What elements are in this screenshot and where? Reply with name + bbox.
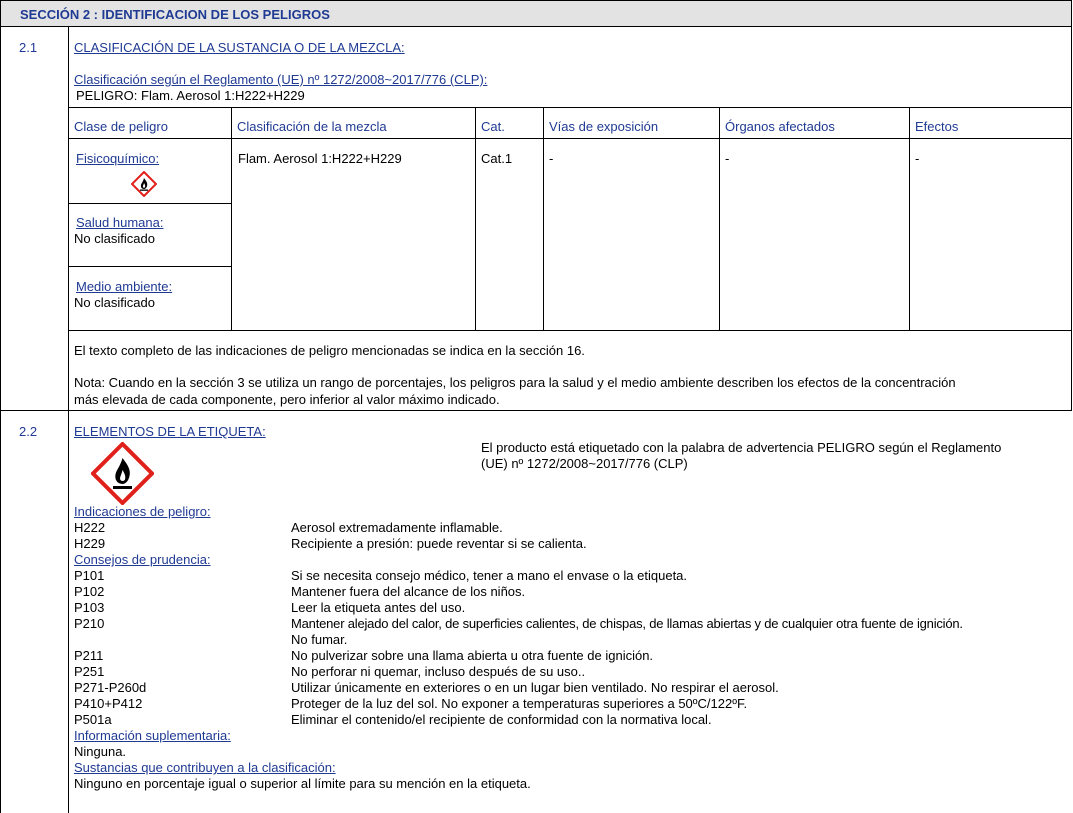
precaution-text: Leer la etiqueta antes del uso. xyxy=(291,600,466,615)
supplementary-info-value: Ninguna. xyxy=(74,744,127,759)
table-row-mixture-value: Flam. Aerosol 1:H222+H229 xyxy=(238,151,402,166)
precaution-text: No perforar ni quemar, incluso después de su uso.. xyxy=(291,664,586,679)
table-row-human-health-value: No clasificado xyxy=(74,231,155,246)
flame-pictogram-small-icon xyxy=(131,171,157,197)
signal-word-text-line2: (UE) nº 1272/2008~2017/776 (CLP) xyxy=(481,456,688,471)
col-header-mixture-classification: Clasificación de la mezcla xyxy=(237,119,387,134)
hazard-statements-label: Indicaciones de peligro: xyxy=(74,504,211,519)
regulation-value: PELIGRO: Flam. Aerosol 1:H222+H229 xyxy=(76,88,305,103)
table-row-category-value: Cat.1 xyxy=(481,151,513,166)
precaution-code: P211 xyxy=(74,648,104,663)
flame-pictogram-icon xyxy=(91,442,154,505)
section-title: SECCIÓN 2 : IDENTIFICACION DE LOS PELIGROS xyxy=(20,7,330,22)
section-header xyxy=(0,0,1072,27)
precaution-code: P410+P412 xyxy=(74,696,143,711)
regulation-label: Clasificación según el Reglamento (UE) nº 1272/2008~2017/776 (CLP): xyxy=(74,72,488,87)
label-elements-heading: ELEMENTOS DE LA ETIQUETA: xyxy=(74,424,266,439)
section-divider xyxy=(0,410,1072,411)
classification-heading: CLASIFICACIÓN DE LA SUSTANCIA O DE LA MEZCLA: xyxy=(74,40,405,55)
table-row-environment-value: No clasificado xyxy=(74,295,155,310)
hazard-code: H229 xyxy=(74,536,106,551)
precaution-code: P271-P260d xyxy=(74,680,147,695)
precaution-text: Si se necesita consejo médico, tener a mano el envase o la etiqueta. xyxy=(291,568,688,583)
hazard-text: Recipiente a presión: puede reventar si se calienta. xyxy=(291,536,587,551)
hazard-code: H222 xyxy=(74,520,106,535)
precaution-code: P210 xyxy=(74,616,105,631)
precaution-text: Mantener alejado del calor, de superficies calientes, de chispas, de llamas abiertas y de cualquier otra fuente de ignición. xyxy=(291,616,963,631)
precaution-text-continued: No fumar. xyxy=(291,632,348,647)
table-row-organs-value: - xyxy=(725,151,730,166)
hazard-text: Aerosol extremadamente inflamable. xyxy=(291,520,503,535)
column-divider xyxy=(68,27,69,813)
precaution-text: Eliminar el contenido/el recipiente de conformidad con la normativa local. xyxy=(291,712,712,727)
table-row-exposure-value: - xyxy=(549,151,554,166)
precaution-code: P103 xyxy=(74,600,105,615)
precaution-text: No pulverizar sobre una llama abierta u otra fuente de ignición. xyxy=(291,648,654,663)
precautionary-statements-label: Consejos de prudencia: xyxy=(74,552,211,567)
precaution-text: Mantener fuera del alcance de los niños. xyxy=(291,584,526,599)
subsection-number-2-2: 2.2 xyxy=(19,424,38,439)
precaution-code: P102 xyxy=(74,584,105,599)
precaution-code: P251 xyxy=(74,664,105,679)
subsection-number-2-1: 2.1 xyxy=(19,40,38,55)
col-header-affected-organs: Órganos afectados xyxy=(725,119,835,134)
signal-word-text-line1: El producto está etiquetado con la palabra de advertencia PELIGRO según el Reglamento xyxy=(481,440,1002,455)
table-row-effects-value: - xyxy=(915,151,920,166)
precaution-code: P501a xyxy=(74,712,112,727)
contributing-substances-value: Ninguno en porcentaje igual o superior al límite para su mención en la etiqueta. xyxy=(74,776,531,791)
supplementary-info-label: Información suplementaria: xyxy=(74,728,231,743)
precaution-text: Utilizar únicamente en exteriores o en un lugar bien ventilado. No respirar el aerosol. xyxy=(291,680,779,695)
col-header-category: Cat. xyxy=(481,119,505,134)
table-row-physicochemical-label: Fisicoquímico: xyxy=(76,151,160,166)
col-header-hazard-class: Clase de peligro xyxy=(74,119,168,134)
col-header-effects: Efectos xyxy=(915,119,959,134)
precaution-code: P101 xyxy=(74,568,105,583)
precaution-text: Proteger de la luz del sol. No exponer a temperaturas superiores a 50ºC/122ºF. xyxy=(291,696,748,711)
concentration-note-line2: más elevada de cada componente, pero inferior al valor máximo indicado. xyxy=(74,392,500,407)
frame-left xyxy=(0,27,1,813)
concentration-note-line1: Nota: Cuando en la sección 3 se utiliza un rango de porcentajes, los peligros para la salud y el medio ambiente describen los efectos de la concentración xyxy=(74,375,956,390)
hazard-statements-note: El texto completo de las indicaciones de peligro mencionadas se indica en la sección 16. xyxy=(74,343,585,358)
col-header-exposure-routes: Vías de exposición xyxy=(549,119,659,134)
table-row-human-health-label: Salud humana: xyxy=(76,215,164,230)
contributing-substances-label: Sustancias que contribuyen a la clasificación: xyxy=(74,760,336,775)
frame-right xyxy=(1071,27,1072,410)
table-row-environment-label: Medio ambiente: xyxy=(76,279,173,294)
